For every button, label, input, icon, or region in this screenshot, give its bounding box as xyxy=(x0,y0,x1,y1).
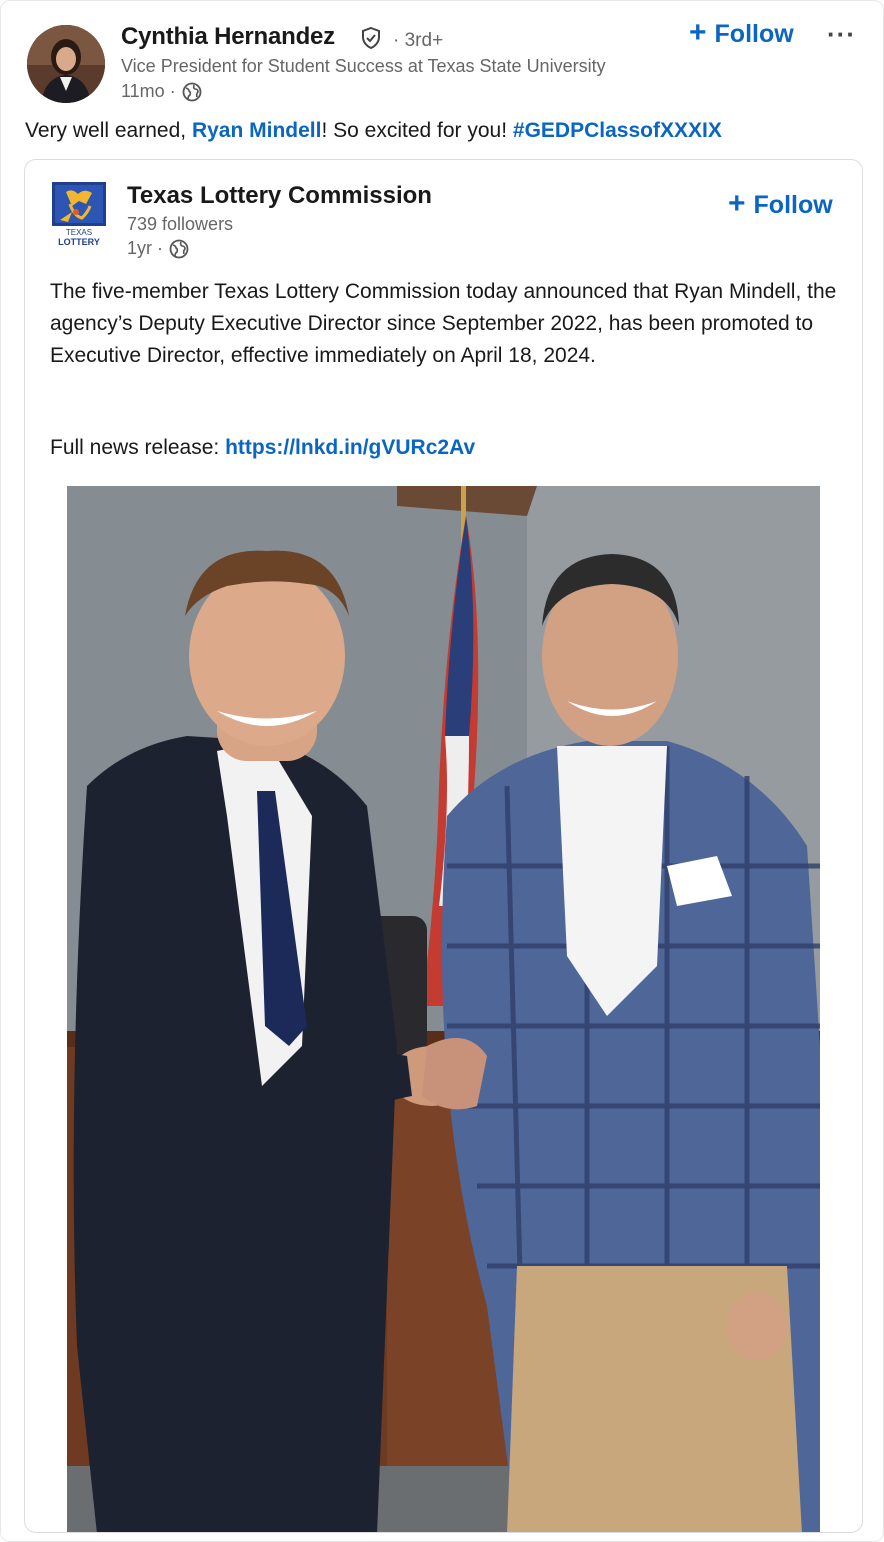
plus-icon: + xyxy=(689,16,707,49)
verified-shield-icon xyxy=(359,26,383,50)
post-time xyxy=(121,81,202,102)
globe-icon xyxy=(182,82,202,102)
org-logo[interactable] xyxy=(52,182,106,248)
reshared-post[interactable] xyxy=(24,159,863,1533)
plus-icon: + xyxy=(728,187,746,220)
commentary-middle: ! So excited for you! xyxy=(321,119,513,142)
globe-icon xyxy=(169,239,189,259)
author-avatar[interactable] xyxy=(27,25,105,103)
news-release-line xyxy=(50,436,475,460)
follow-author-button[interactable] xyxy=(689,16,794,49)
follow-org-button[interactable] xyxy=(728,187,833,220)
reshare-body-text: The five-member Texas Lottery Commission today announced that Ryan Mindell, the agency’s Deputy Executive Director since September 2022, has been promoted to Executive Director, effective immediately on April 18, 2024. xyxy=(50,280,837,367)
hashtag-link[interactable]: #GEDPClassofXXXIX xyxy=(512,119,722,142)
more-options-button[interactable]: ··· xyxy=(827,19,856,49)
follow-label: Follow xyxy=(714,20,794,48)
commentary-prefix: Very well earned, xyxy=(25,119,192,142)
post-time-text: 11mo · xyxy=(121,81,176,101)
follow-org-label: Follow xyxy=(753,191,833,219)
logo-text-top: TEXAS xyxy=(65,228,93,237)
author-name[interactable]: Cynthia Hernandez xyxy=(121,23,335,50)
post-photo[interactable] xyxy=(67,486,820,1533)
news-release-link[interactable]: https://lnkd.in/gVURc2Av xyxy=(225,436,476,459)
org-followers: 739 followers xyxy=(127,214,234,234)
reshare-time-text: 1yr · xyxy=(127,238,163,258)
connection-degree: · 3rd+ xyxy=(393,30,444,51)
reshare-time xyxy=(127,238,189,259)
mention-link[interactable]: Ryan Mindell xyxy=(191,119,322,142)
post-commentary xyxy=(25,119,722,143)
org-name[interactable]: Texas Lottery Commission xyxy=(127,182,432,209)
author-headline: Vice President for Student Success at Texas State University xyxy=(121,56,606,76)
logo-text-bottom: LOTTERY xyxy=(58,237,100,247)
release-prefix: Full news release: xyxy=(50,436,226,459)
